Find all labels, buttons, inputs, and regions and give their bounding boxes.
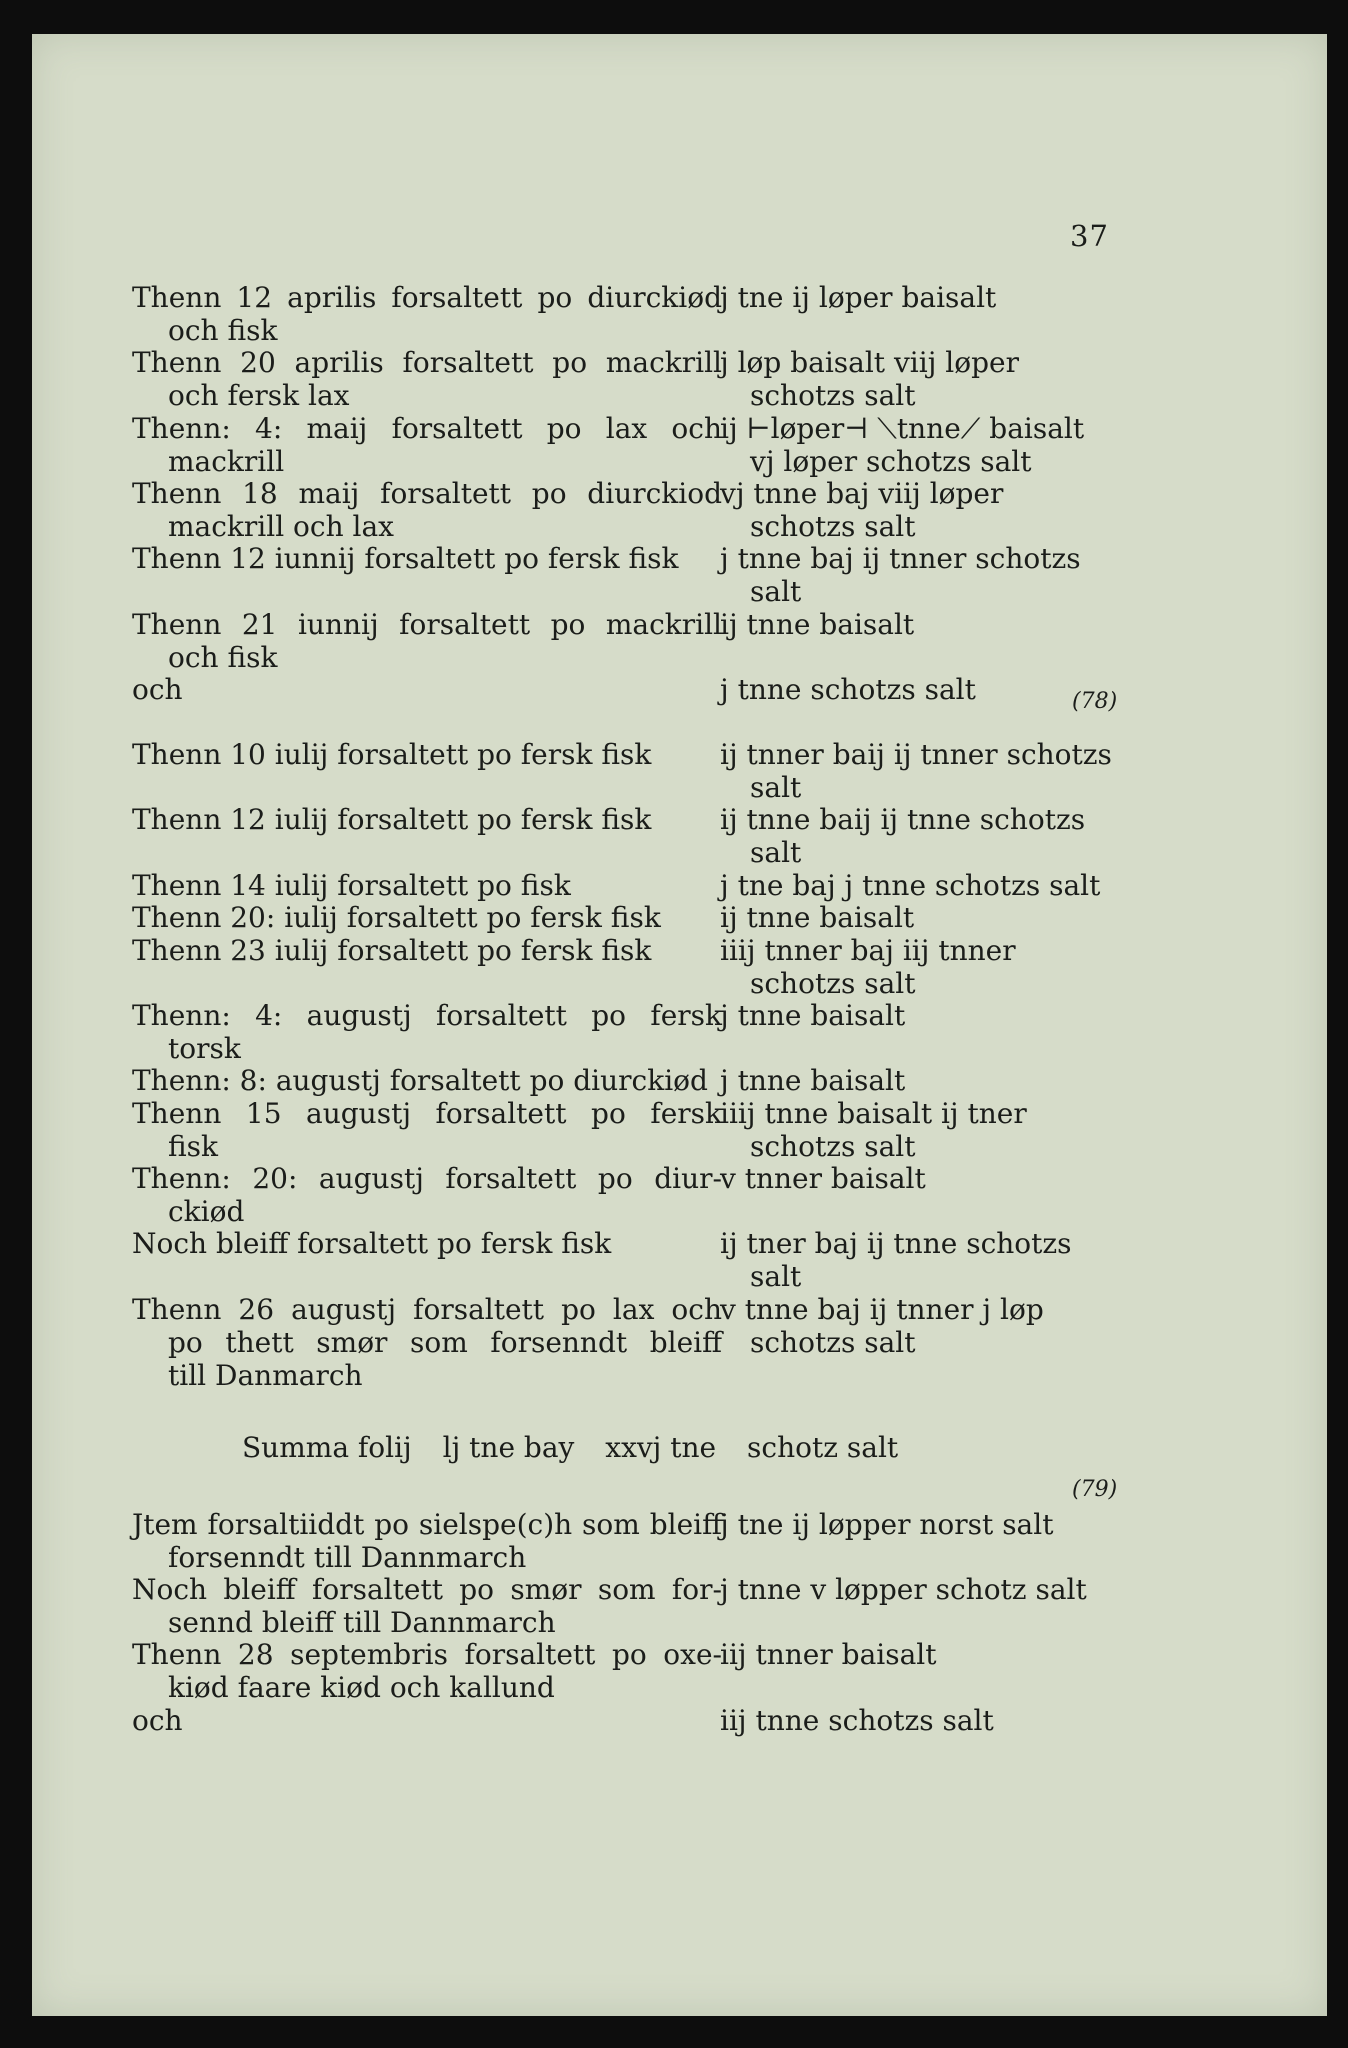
quantity-line: schotzs salt bbox=[750, 967, 916, 1000]
description-line: sennd bleiff till Dannmarch bbox=[168, 1606, 556, 1639]
entry-description bbox=[132, 1293, 722, 1392]
entry-quantity bbox=[720, 999, 1120, 1032]
entry-description bbox=[132, 281, 722, 347]
quantity-line: vj tnne baj viij løper bbox=[720, 477, 1004, 510]
entry-quantity bbox=[720, 1704, 1120, 1737]
quantity-line: ij tnner baij ij tnner schotzs bbox=[720, 738, 1112, 771]
entry-description bbox=[132, 1704, 722, 1737]
document-page bbox=[32, 34, 1327, 2016]
description-line: Thenn 21 iunnij forsaltett po mackrill bbox=[132, 608, 722, 641]
quantity-line: j tnne schotzs salt bbox=[720, 673, 976, 706]
entry-quantity bbox=[720, 869, 1120, 902]
entry-quantity bbox=[720, 738, 1120, 804]
quantity-line: ij tnne baisalt bbox=[720, 608, 915, 641]
description-line: Thenn 10 iulij forsaltett po fersk fisk bbox=[132, 738, 652, 771]
description-line: Thenn: 8: augustj forsaltett po diurckiød bbox=[132, 1064, 708, 1097]
description-line: Thenn: 4: maij forsaltett po lax och bbox=[132, 412, 722, 445]
description-line: Thenn 14 iulij forsaltett po fisk bbox=[132, 869, 571, 902]
quantity-line: vj løper schotzs salt bbox=[750, 445, 1032, 478]
description-line: kiød faare kiød och kallund bbox=[168, 1671, 555, 1704]
entry-quantity bbox=[720, 1097, 1120, 1163]
description-line: och fisk bbox=[168, 314, 278, 347]
description-line: Thenn 28 septembris forsaltett po oxe- bbox=[132, 1638, 722, 1671]
entry-description bbox=[132, 1508, 722, 1574]
entry-description bbox=[132, 803, 722, 836]
description-line: Thenn 12 iulij forsaltett po fersk fisk bbox=[132, 803, 652, 836]
margin-note: (79) bbox=[1072, 1477, 1118, 1502]
entry-quantity bbox=[720, 281, 1120, 314]
description-line: Thenn 12 aprilis forsaltett po diurckiød bbox=[132, 281, 722, 314]
entry-quantity bbox=[720, 673, 1120, 706]
description-line: Thenn 20 aprilis forsaltett po mackrill bbox=[132, 346, 722, 379]
description-line: Thenn 18 maij forsaltett po diurckiod bbox=[132, 477, 722, 510]
entry-quantity bbox=[720, 346, 1120, 412]
description-line: och fisk bbox=[168, 641, 278, 674]
entry-quantity bbox=[720, 477, 1120, 543]
description-line: mackrill och lax bbox=[168, 510, 394, 543]
entry-quantity bbox=[720, 412, 1120, 478]
entry-quantity bbox=[720, 1293, 1120, 1359]
quantity-line: schotzs salt bbox=[750, 510, 916, 543]
summa-line bbox=[242, 1431, 920, 1464]
quantity-line: ij tnne baij ij tnne schotzs bbox=[720, 803, 1086, 836]
entry-description bbox=[132, 901, 722, 934]
entry-quantity bbox=[720, 934, 1120, 1000]
entry-description bbox=[132, 1097, 722, 1163]
description-line: Thenn 15 augustj forsaltett po fersk bbox=[132, 1097, 722, 1130]
description-line: Thenn 26 augustj forsaltett po lax och bbox=[132, 1293, 722, 1326]
description-line: och bbox=[132, 673, 183, 706]
quantity-line: salt bbox=[750, 836, 802, 869]
summa-label: Summa folij bbox=[242, 1431, 412, 1464]
quantity-line: v tnne baj ij tnner j løp bbox=[720, 1293, 1044, 1326]
entry-quantity bbox=[720, 1573, 1120, 1606]
entry-description bbox=[132, 1162, 722, 1228]
quantity-line: iij tnne schotzs salt bbox=[720, 1704, 994, 1737]
quantity-line: iiij tnne baisalt ij tner bbox=[720, 1097, 1027, 1130]
quantity-line: j løp baisalt viij løper bbox=[720, 346, 1019, 379]
entry-quantity bbox=[720, 1508, 1120, 1541]
quantity-line: j tnne baj ij tnner schotzs bbox=[720, 542, 1081, 575]
entry-description bbox=[132, 477, 722, 543]
entry-description bbox=[132, 608, 722, 674]
description-line: torsk bbox=[168, 1032, 241, 1065]
quantity-line: schotzs salt bbox=[750, 379, 916, 412]
description-line: till Danmarch bbox=[168, 1359, 363, 1392]
quantity-line: ij tnne baisalt bbox=[720, 901, 915, 934]
summa-part2: xxvj tne bbox=[605, 1431, 717, 1464]
quantity-line: ij ⊢løper⊣ ⟍tnne⟋ baisalt bbox=[720, 412, 1085, 445]
entry-quantity bbox=[720, 1162, 1120, 1195]
entry-description bbox=[132, 346, 722, 412]
description-line: Thenn: 20: augustj forsaltett po diur- bbox=[132, 1162, 722, 1195]
entry-description bbox=[132, 1227, 722, 1260]
entry-quantity bbox=[720, 901, 1120, 934]
description-line: Noch bleiff forsaltett po fersk fisk bbox=[132, 1227, 612, 1260]
description-line: och bbox=[132, 1704, 183, 1737]
entry-description bbox=[132, 738, 722, 771]
entry-quantity bbox=[720, 542, 1120, 608]
entry-description bbox=[132, 934, 722, 967]
entry-description bbox=[132, 869, 722, 902]
quantity-line: iij tnner baisalt bbox=[720, 1638, 937, 1671]
margin-note: (78) bbox=[1072, 689, 1118, 714]
entry-quantity bbox=[720, 1227, 1120, 1293]
entry-description bbox=[132, 412, 722, 478]
description-line: Thenn 20: iulij forsaltett po fersk fisk bbox=[132, 901, 661, 934]
summa-part1: lj tne bay bbox=[442, 1431, 575, 1464]
entry-quantity bbox=[720, 1064, 1120, 1097]
entry-quantity bbox=[720, 1638, 1120, 1671]
quantity-line: v tnner baisalt bbox=[720, 1162, 926, 1195]
quantity-line: j tnne baisalt bbox=[720, 999, 906, 1032]
entry-description bbox=[132, 999, 722, 1065]
description-line: Thenn: 4: augustj forsaltett po fersk bbox=[132, 999, 722, 1032]
description-line: Thenn 12 iunnij forsaltett po fersk fisk bbox=[132, 542, 679, 575]
description-line: forsenndt till Dannmarch bbox=[168, 1541, 527, 1574]
description-line: mackrill bbox=[168, 445, 285, 478]
entry-quantity bbox=[720, 608, 1120, 641]
summa-part3: schotz salt bbox=[747, 1431, 899, 1464]
description-line: Noch bleiff forsaltett po smør som for- bbox=[132, 1573, 722, 1606]
page-number: 37 bbox=[1070, 219, 1109, 253]
description-line: och fersk lax bbox=[168, 379, 350, 412]
entry-description bbox=[132, 542, 722, 575]
quantity-line: iiij tnner baj iij tnner bbox=[720, 934, 1016, 967]
quantity-line: salt bbox=[750, 575, 802, 608]
entry-description bbox=[132, 1064, 722, 1097]
entry-description bbox=[132, 1573, 722, 1639]
entry-description bbox=[132, 673, 722, 706]
quantity-line: ij tner baj ij tnne schotzs bbox=[720, 1227, 1072, 1260]
quantity-line: j tnne v løpper schotz salt bbox=[720, 1573, 1087, 1606]
quantity-line: j tnne baisalt bbox=[720, 1064, 906, 1097]
quantity-line: schotzs salt bbox=[750, 1130, 916, 1163]
description-line: Jtem forsaltiiddt po sielspe(c)h som bleiff bbox=[132, 1508, 722, 1541]
quantity-line: salt bbox=[750, 1260, 802, 1293]
quantity-line: j tne ij løper baisalt bbox=[720, 281, 997, 314]
description-line: ckiød bbox=[168, 1195, 245, 1228]
description-line: fisk bbox=[168, 1130, 219, 1163]
description-line: po thett smør som forsenndt bleiff bbox=[168, 1326, 722, 1359]
quantity-line: salt bbox=[750, 771, 802, 804]
entry-quantity bbox=[720, 803, 1120, 869]
quantity-line: j tne ij løpper norst salt bbox=[720, 1508, 1054, 1541]
entry-description bbox=[132, 1638, 722, 1704]
quantity-line: j tne baj j tnne schotzs salt bbox=[720, 869, 1101, 902]
description-line: Thenn 23 iulij forsaltett po fersk fisk bbox=[132, 934, 652, 967]
quantity-line: schotzs salt bbox=[750, 1326, 916, 1359]
